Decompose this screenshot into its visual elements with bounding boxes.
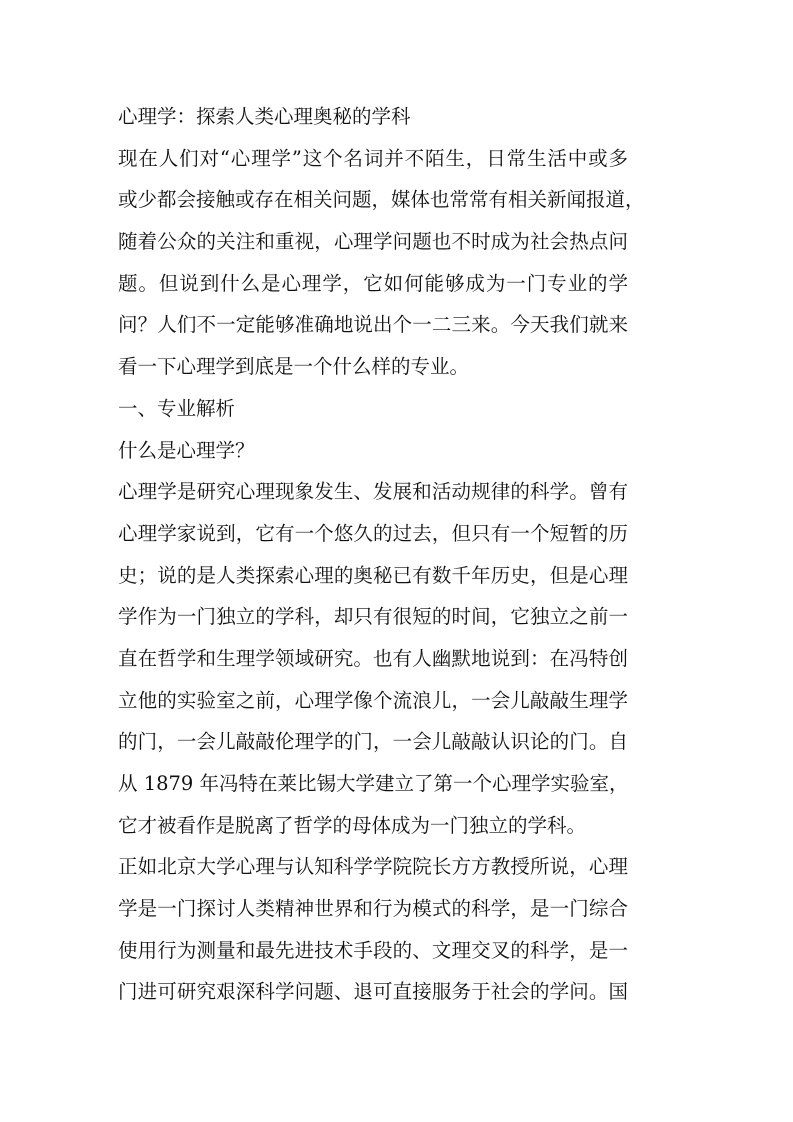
text-line: 随着公众的关注和重视，心理学问题也不时成为社会热点问 [118,230,628,254]
paragraph [118,471,628,846]
text-line: 直在哲学和生理学领域研究。也有人幽默地说到：在冯特创 [118,646,628,670]
text-line: 学作为一门独立的学科，却只有很短的时间，它独立之前一 [118,605,628,629]
text-line: 心理学家说到，它有一个悠久的过去，但只有一个短暂的历 [118,521,628,545]
document-title: 心理学：探索人类心理奥秘的学科 [118,105,411,128]
text-line: 从 1879 年冯特在莱比锡大学建立了第一个心理学实验室， [118,772,629,795]
text-line: 什么是心理学？ [118,438,255,462]
text-line: 看一下心理学到底是一个什么样的专业。 [118,355,470,379]
text-line: 题。但说到什么是心理学，它如何能够成为一门专业的学 [118,271,628,295]
text-line: 使用行为测量和最先进技术手段的、文理交叉的科学，是一 [118,938,628,962]
document-page [118,96,645,1013]
paragraph [118,430,628,472]
paragraph [118,388,628,430]
text-line: 一、专业解析 [118,396,236,420]
text-line: 它才被看作是脱离了哲学的母体成为一门独立的学科。 [118,813,587,837]
text-line: 现在人们对“心理学”这个名词并不陌生，日常生活中或多 [118,146,628,170]
text-line: 的门，一会儿敲敲伦理学的门，一会儿敲敲认识论的门。自 [118,730,628,754]
paragraph [118,846,628,1013]
text-line: 正如北京大学心理与认知科学学院院长方方教授所说，心理 [118,855,628,879]
text-line: 立他的实验室之前，心理学像个流浪儿，一会儿敲敲生理学 [118,688,628,712]
text-line: 或少都会接触或存在相关问题，媒体也常常有相关新闻报道， [118,188,645,212]
paragraph [118,138,645,388]
text-line: 问？人们不一定能够准确地说出个一二三来。今天我们就来 [118,313,628,337]
text-line: 学是一门探讨人类精神世界和行为模式的科学，是一门综合 [118,897,628,921]
text-line: 史；说的是人类探索心理的奥秘已有数千年历史，但是心理 [118,563,628,587]
document-body [118,138,645,1013]
text-line: 门进可研究艰深科学问题、退可直接服务于社会的学问。国 [118,980,628,1004]
text-line: 心理学是研究心理现象发生、发展和活动规律的科学。曾有 [118,480,628,504]
